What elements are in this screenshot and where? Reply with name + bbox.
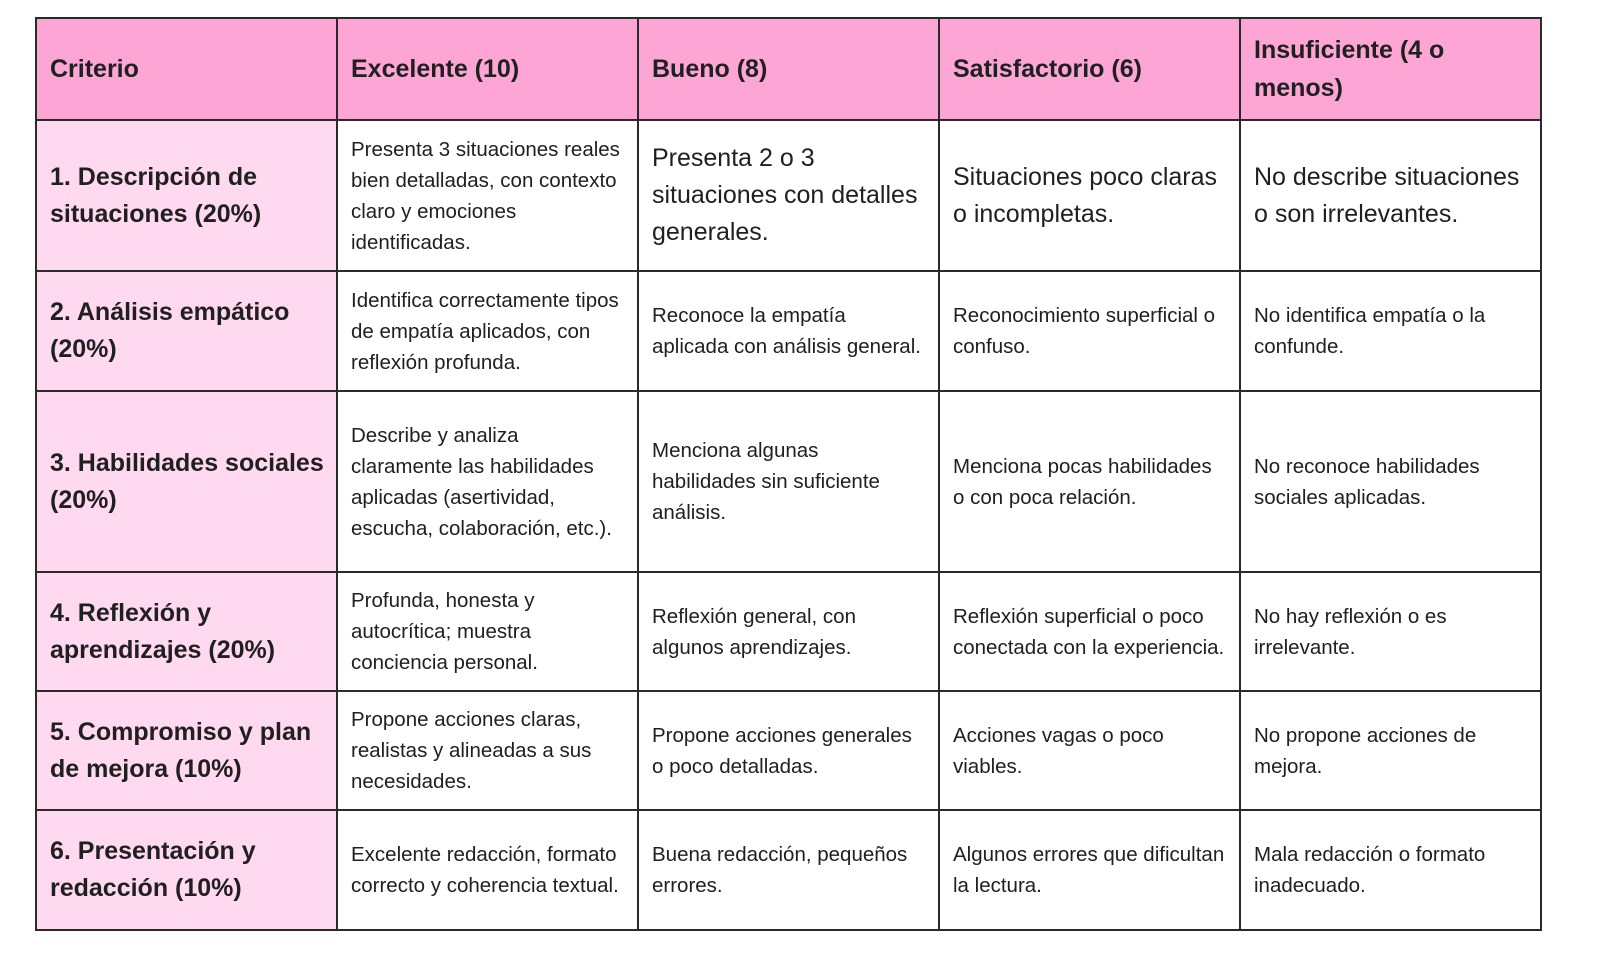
header-satisfactorio: Satisfactorio (6) — [939, 18, 1240, 120]
bueno-cell: Reflexión general, con algunos aprendizajes. — [638, 572, 939, 691]
table-row — [36, 572, 1541, 691]
satisfactorio-cell: Acciones vagas o poco viables. — [939, 691, 1240, 810]
header-row — [36, 18, 1541, 120]
criterion-cell: 6. Presentación y redacción (10%) — [36, 810, 337, 930]
insuficiente-cell: No hay reflexión o es irrelevante. — [1240, 572, 1541, 691]
header-insuficiente: Insuficiente (4 o menos) — [1240, 18, 1541, 120]
header-excelente: Excelente (10) — [337, 18, 638, 120]
table-row — [36, 810, 1541, 930]
bueno-cell: Reconoce la empatía aplicada con análisis general. — [638, 271, 939, 391]
satisfactorio-cell: Reconocimiento superficial o confuso. — [939, 271, 1240, 391]
table-row — [36, 391, 1541, 572]
insuficiente-cell: No identifica empatía o la confunde. — [1240, 271, 1541, 391]
table-row — [36, 120, 1541, 271]
excelente-cell: Propone acciones claras, realistas y alineadas a sus necesidades. — [337, 691, 638, 810]
insuficiente-cell: No describe situaciones o son irrelevantes. — [1240, 120, 1541, 271]
satisfactorio-cell: Algunos errores que dificultan la lectura. — [939, 810, 1240, 930]
insuficiente-cell: Mala redacción o formato inadecuado. — [1240, 810, 1541, 930]
criterion-cell: 5. Compromiso y plan de mejora (10%) — [36, 691, 337, 810]
bueno-cell: Propone acciones generales o poco detalladas. — [638, 691, 939, 810]
table-header — [36, 18, 1541, 120]
insuficiente-cell: No reconoce habilidades sociales aplicadas. — [1240, 391, 1541, 572]
excelente-cell: Identifica correctamente tipos de empatía aplicados, con reflexión profunda. — [337, 271, 638, 391]
excelente-cell: Presenta 3 situaciones reales bien detalladas, con contexto claro y emociones identificadas. — [337, 120, 638, 271]
criterion-cell: 2. Análisis empático (20%) — [36, 271, 337, 391]
satisfactorio-cell: Menciona pocas habilidades o con poca relación. — [939, 391, 1240, 572]
criterion-cell: 3. Habilidades sociales (20%) — [36, 391, 337, 572]
insuficiente-cell: No propone acciones de mejora. — [1240, 691, 1541, 810]
header-bueno: Bueno (8) — [638, 18, 939, 120]
criterion-cell: 4. Reflexión y aprendizajes (20%) — [36, 572, 337, 691]
table-row — [36, 271, 1541, 391]
bueno-cell: Buena redacción, pequeños errores. — [638, 810, 939, 930]
rubric-table — [35, 17, 1542, 931]
excelente-cell: Excelente redacción, formato correcto y coherencia textual. — [337, 810, 638, 930]
satisfactorio-cell: Situaciones poco claras o incompletas. — [939, 120, 1240, 271]
table-body — [36, 120, 1541, 930]
header-criterio: Criterio — [36, 18, 337, 120]
bueno-cell: Menciona algunas habilidades sin suficiente análisis. — [638, 391, 939, 572]
criterion-cell: 1. Descripción de situaciones (20%) — [36, 120, 337, 271]
bueno-cell: Presenta 2 o 3 situaciones con detalles generales. — [638, 120, 939, 271]
excelente-cell: Profunda, honesta y autocrítica; muestra conciencia personal. — [337, 572, 638, 691]
excelente-cell: Describe y analiza claramente las habilidades aplicadas (asertividad, escucha, colaboración, etc.). — [337, 391, 638, 572]
table-row — [36, 691, 1541, 810]
satisfactorio-cell: Reflexión superficial o poco conectada con la experiencia. — [939, 572, 1240, 691]
